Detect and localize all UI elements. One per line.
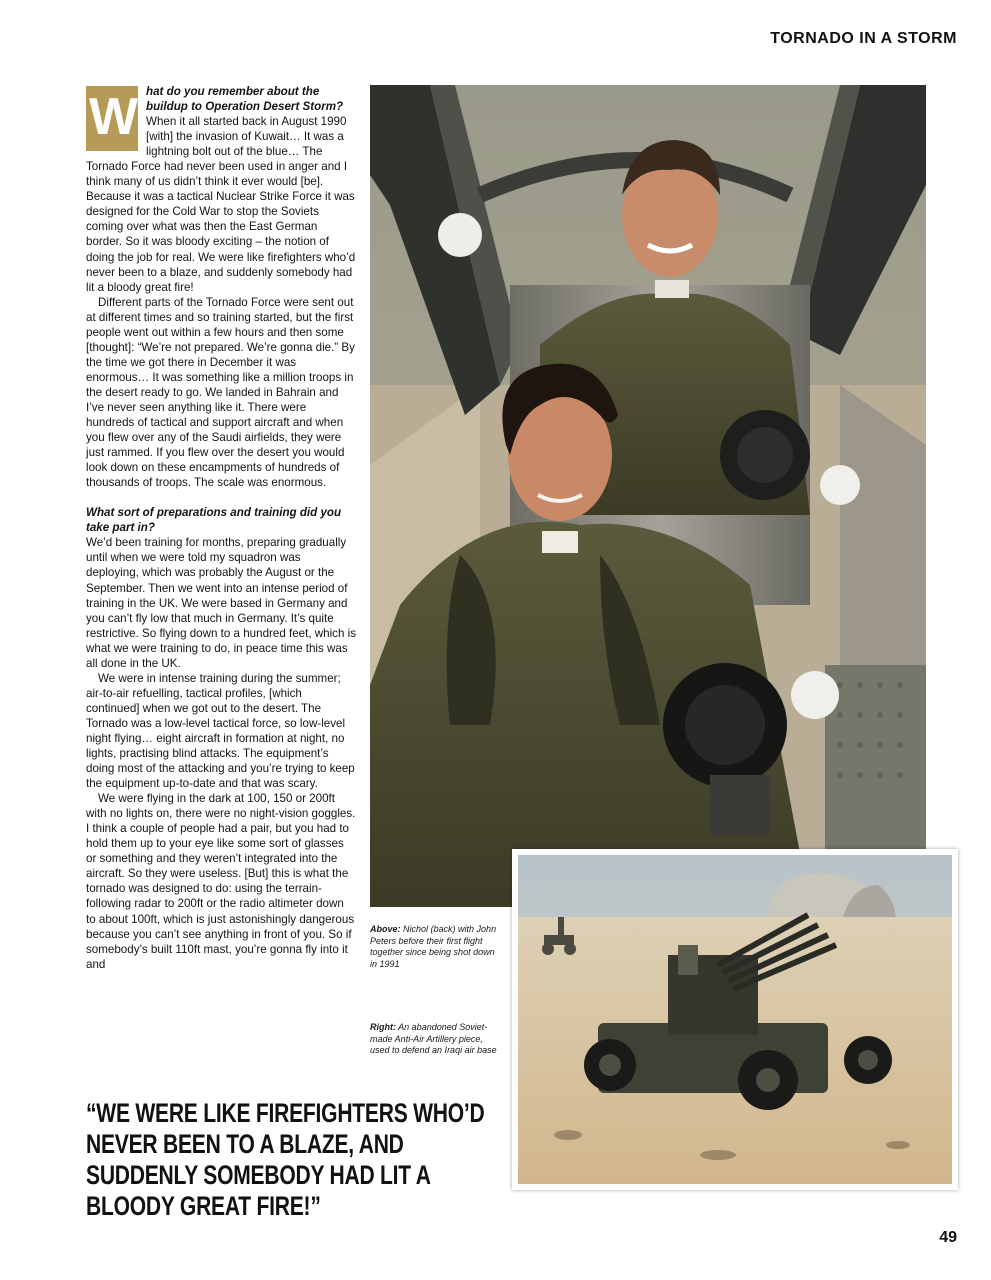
interview-question: What sort of preparations and training did you take part in? xyxy=(86,506,342,535)
pilots-photo xyxy=(370,85,926,907)
article-paragraph: We were in intense training during the summer; air-to-air refuelling, tactical profiles, [which continued] when we got out to the desert. The Tornado was a low-level tactical force, so low-level night flying… eight aircraft in formation at night, no lights, practising blind attacks. The equipment’s doing most of the attacking and you’re trying to keep the equipment up-to-date and that was scary. xyxy=(86,671,355,791)
section-title: TORNADO IN A STORM xyxy=(770,30,957,47)
article-paragraph: We were flying in the dark at 100, 150 or 200ft with no lights on, there were no night-vision goggles. I think a couple of people had a pair, but you had to hold them up to your eye like some sort of glasses or something and they weren’t integrated into the aircraft. So they were useless. [But] this is what the tornado was designed to do: using the terrain- following radar to 200ft or the radio altimeter down to about 100ft, which is just astonishingly dangerous because you can’t see anything in front of you. So if somebody’s built 110ft mast, you’re gonna fly into it and xyxy=(86,792,356,971)
caption-above xyxy=(370,924,504,970)
caption-label: Above: xyxy=(370,924,401,934)
interview-question: hat do you remember about the buildup to Operation Desert Storm? xyxy=(146,85,344,114)
pull-quote: “WE WERE LIKE FIREFIGHTERS WHO’D NEVER BEEN TO A BLAZE, AND SUDDENLY SOMEBODY HAD LIT A BLOODY GREAT FIRE!” xyxy=(86,1098,485,1221)
drop-cap: W xyxy=(86,86,138,151)
caption-text: Nichol (back) with John Peters before their first flight together since being shot down in 1991 xyxy=(370,924,497,969)
caption-text: An abandoned Soviet-made Anti-Air Artillery piece, used to defend an Iraqi air base xyxy=(370,1022,497,1055)
page-number: 49 xyxy=(939,1229,957,1246)
interview-answer: When it all started back in August 1990 [with] the invasion of Kuwait… It was a lightning bolt out of the blue… The Tornado Force had never been used in anger and I think many of us didn’t think it ever would [be]. Because it was a tactical Nuclear Strike Force it was designed for the Cold War to stop the Soviets coming over what was then the East German border. So it was bloody exciting – the notion of doing the job for real. We were like firefighters who’d never been to a blaze, and suddenly somebody had lit a bloody great fire! xyxy=(86,115,356,294)
article-paragraph: We’d been training for months, preparing gradually until when we were told my squadron was deploying, which was probably the August or the September. Then we went into an intense period of training in the UK. We were based in Germany and you can’t fly low that much in Germany. It’s quite restrictive. So flying down to a hundred feet, which is what we were training to do, in peace time this was all done in the UK. xyxy=(86,536,357,670)
caption-right xyxy=(370,1022,504,1057)
anti-aircraft-gun-photo xyxy=(512,849,958,1190)
caption-label: Right: xyxy=(370,1022,396,1032)
article-paragraph: Different parts of the Tornado Force were sent out at different times and so training started, but the first people went out within a few hours and then some [thought]: “We’re not prepared. We’re gonna die.” By the time we got there in December it was enormous… It was something like a million troops in the desert ready to go. We landed in Bahrain and I’ve never seen anything like it. There were hundreds of tactical and support aircraft and when you flew over any of the Saudi airfields, they were just rammed. If you flew over the desert you would look down on these encampments of hundreds of thousands of troops. The scale was enormous. xyxy=(86,295,355,490)
article-body xyxy=(86,84,356,972)
